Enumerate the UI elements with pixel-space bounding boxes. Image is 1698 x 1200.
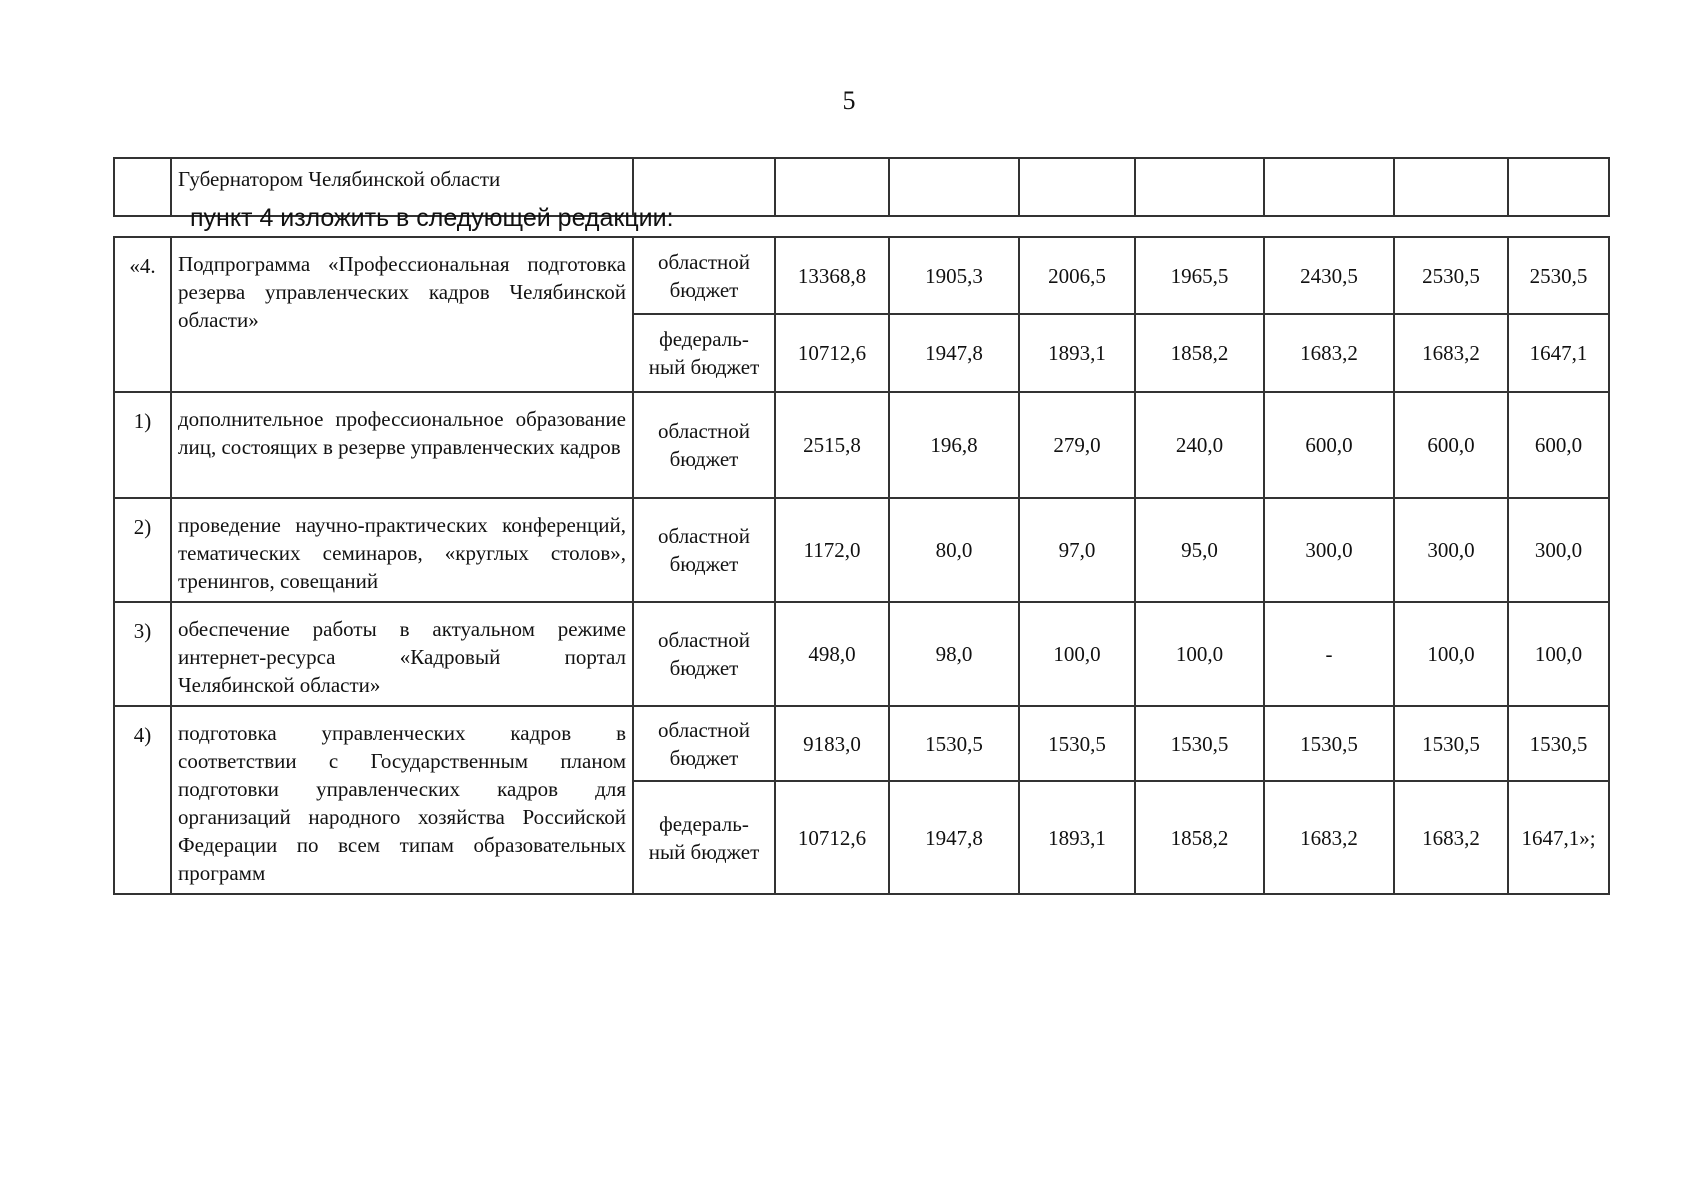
total-value: 2515,8 <box>775 392 889 498</box>
funding-source <box>633 498 775 602</box>
subprogram-funding-table <box>113 236 1610 895</box>
total-value: 498,0 <box>775 602 889 706</box>
year-value: 1683,2 <box>1264 781 1394 894</box>
year-value: 600,0 <box>1264 392 1394 498</box>
year-value: 100,0 <box>1019 602 1135 706</box>
funding-source-line: ный бюджет <box>648 839 760 864</box>
table-row <box>114 602 1609 706</box>
year-value: 1683,2 <box>1264 314 1394 392</box>
year-value: 1647,1»; <box>1508 781 1609 894</box>
total-value: 13368,8 <box>775 237 889 314</box>
year-value: 2006,5 <box>1019 237 1135 314</box>
year-value: 300,0 <box>1508 498 1609 602</box>
funding-source-line: областной <box>658 249 750 274</box>
year-value: 1905,3 <box>889 237 1019 314</box>
funding-source <box>633 237 775 314</box>
year-value: 100,0 <box>1508 602 1609 706</box>
year-value: 97,0 <box>1019 498 1135 602</box>
year-value: 600,0 <box>1394 392 1508 498</box>
year-value: 1530,5 <box>1394 706 1508 781</box>
funding-source-line: бюджет <box>669 745 739 770</box>
previous-row-text: Губернатором Челябинской области <box>171 158 633 216</box>
funding-source-line: федераль- <box>659 811 749 836</box>
funding-source <box>633 392 775 498</box>
row-number: «4. <box>114 237 171 392</box>
year-value: 2530,5 <box>1394 237 1508 314</box>
funding-source-line: бюджет <box>669 277 739 302</box>
year-value: 98,0 <box>889 602 1019 706</box>
year-value: 300,0 <box>1394 498 1508 602</box>
total-value: 1172,0 <box>775 498 889 602</box>
year-value: 1947,8 <box>889 781 1019 894</box>
funding-source-line: бюджет <box>669 656 739 680</box>
year-value: 1530,5 <box>1264 706 1394 781</box>
row-description: обеспечение работы в актуальном режиме интернет-ресурса «Кадровый портал Челябинской области» <box>171 602 633 706</box>
year-value: 1965,5 <box>1135 237 1264 314</box>
year-value: 1647,1 <box>1508 314 1609 392</box>
year-value: 300,0 <box>1264 498 1394 602</box>
funding-source <box>633 602 775 706</box>
total-value: 10712,6 <box>775 781 889 894</box>
year-value: 95,0 <box>1135 498 1264 602</box>
funding-source-line: федераль- <box>659 327 749 351</box>
year-value: 1893,1 <box>1019 314 1135 392</box>
table-row <box>114 392 1609 498</box>
year-value: 600,0 <box>1508 392 1609 498</box>
year-value: 1530,5 <box>1019 706 1135 781</box>
amendment-instruction: пункт 4 изложить в следующей редакции: <box>190 204 674 232</box>
year-value: 1530,5 <box>889 706 1019 781</box>
funding-source-line: областной <box>658 717 750 742</box>
funding-source-line: областной <box>658 419 750 443</box>
year-value: 100,0 <box>1135 602 1264 706</box>
year-value: 1947,8 <box>889 314 1019 392</box>
row-description: подготовка управленческих кадров в соответствии с Государственным планом подготовки управленческих кадров для организаций народного хозяйства Российской Федерации по всем типам образовательных программ <box>171 706 633 894</box>
year-value: 1530,5 <box>1508 706 1609 781</box>
row-number: 2) <box>114 498 171 602</box>
year-value: 1683,2 <box>1394 781 1508 894</box>
year-value: - <box>1264 602 1394 706</box>
year-value: 1858,2 <box>1135 781 1264 894</box>
year-value: 1683,2 <box>1394 314 1508 392</box>
page-number: 5 <box>842 86 856 115</box>
year-value: 80,0 <box>889 498 1019 602</box>
row-number: 4) <box>114 706 171 894</box>
funding-source-line: бюджет <box>669 552 739 576</box>
year-value: 240,0 <box>1135 392 1264 498</box>
year-value: 100,0 <box>1394 602 1508 706</box>
row-description: дополнительное профессиональное образование лиц, состоящих в резерве управленческих кадров <box>171 392 633 498</box>
funding-source-line: бюджет <box>669 447 739 471</box>
year-value: 1530,5 <box>1135 706 1264 781</box>
funding-source <box>633 706 775 781</box>
year-value: 279,0 <box>1019 392 1135 498</box>
row-description: Подпрограмма «Профессиональная подготовка резерва управленческих кадров Челябинской области» <box>171 237 633 392</box>
row-number: 1) <box>114 392 171 498</box>
funding-source-line: областной <box>658 628 750 652</box>
funding-source <box>633 314 775 392</box>
year-value: 1893,1 <box>1019 781 1135 894</box>
funding-source-line: ный бюджет <box>648 355 760 379</box>
row-number: 3) <box>114 602 171 706</box>
total-value: 9183,0 <box>775 706 889 781</box>
table-row <box>114 706 1609 781</box>
row-description: проведение научно-практических конференций, тематических семинаров, «круглых столов», тренингов, совещаний <box>171 498 633 602</box>
year-value: 1858,2 <box>1135 314 1264 392</box>
year-value: 2430,5 <box>1264 237 1394 314</box>
funding-source-line: областной <box>658 524 750 548</box>
total-value: 10712,6 <box>775 314 889 392</box>
table-row <box>114 498 1609 602</box>
table-row <box>114 237 1609 314</box>
year-value: 2530,5 <box>1508 237 1609 314</box>
year-value: 196,8 <box>889 392 1019 498</box>
funding-source <box>633 781 775 894</box>
